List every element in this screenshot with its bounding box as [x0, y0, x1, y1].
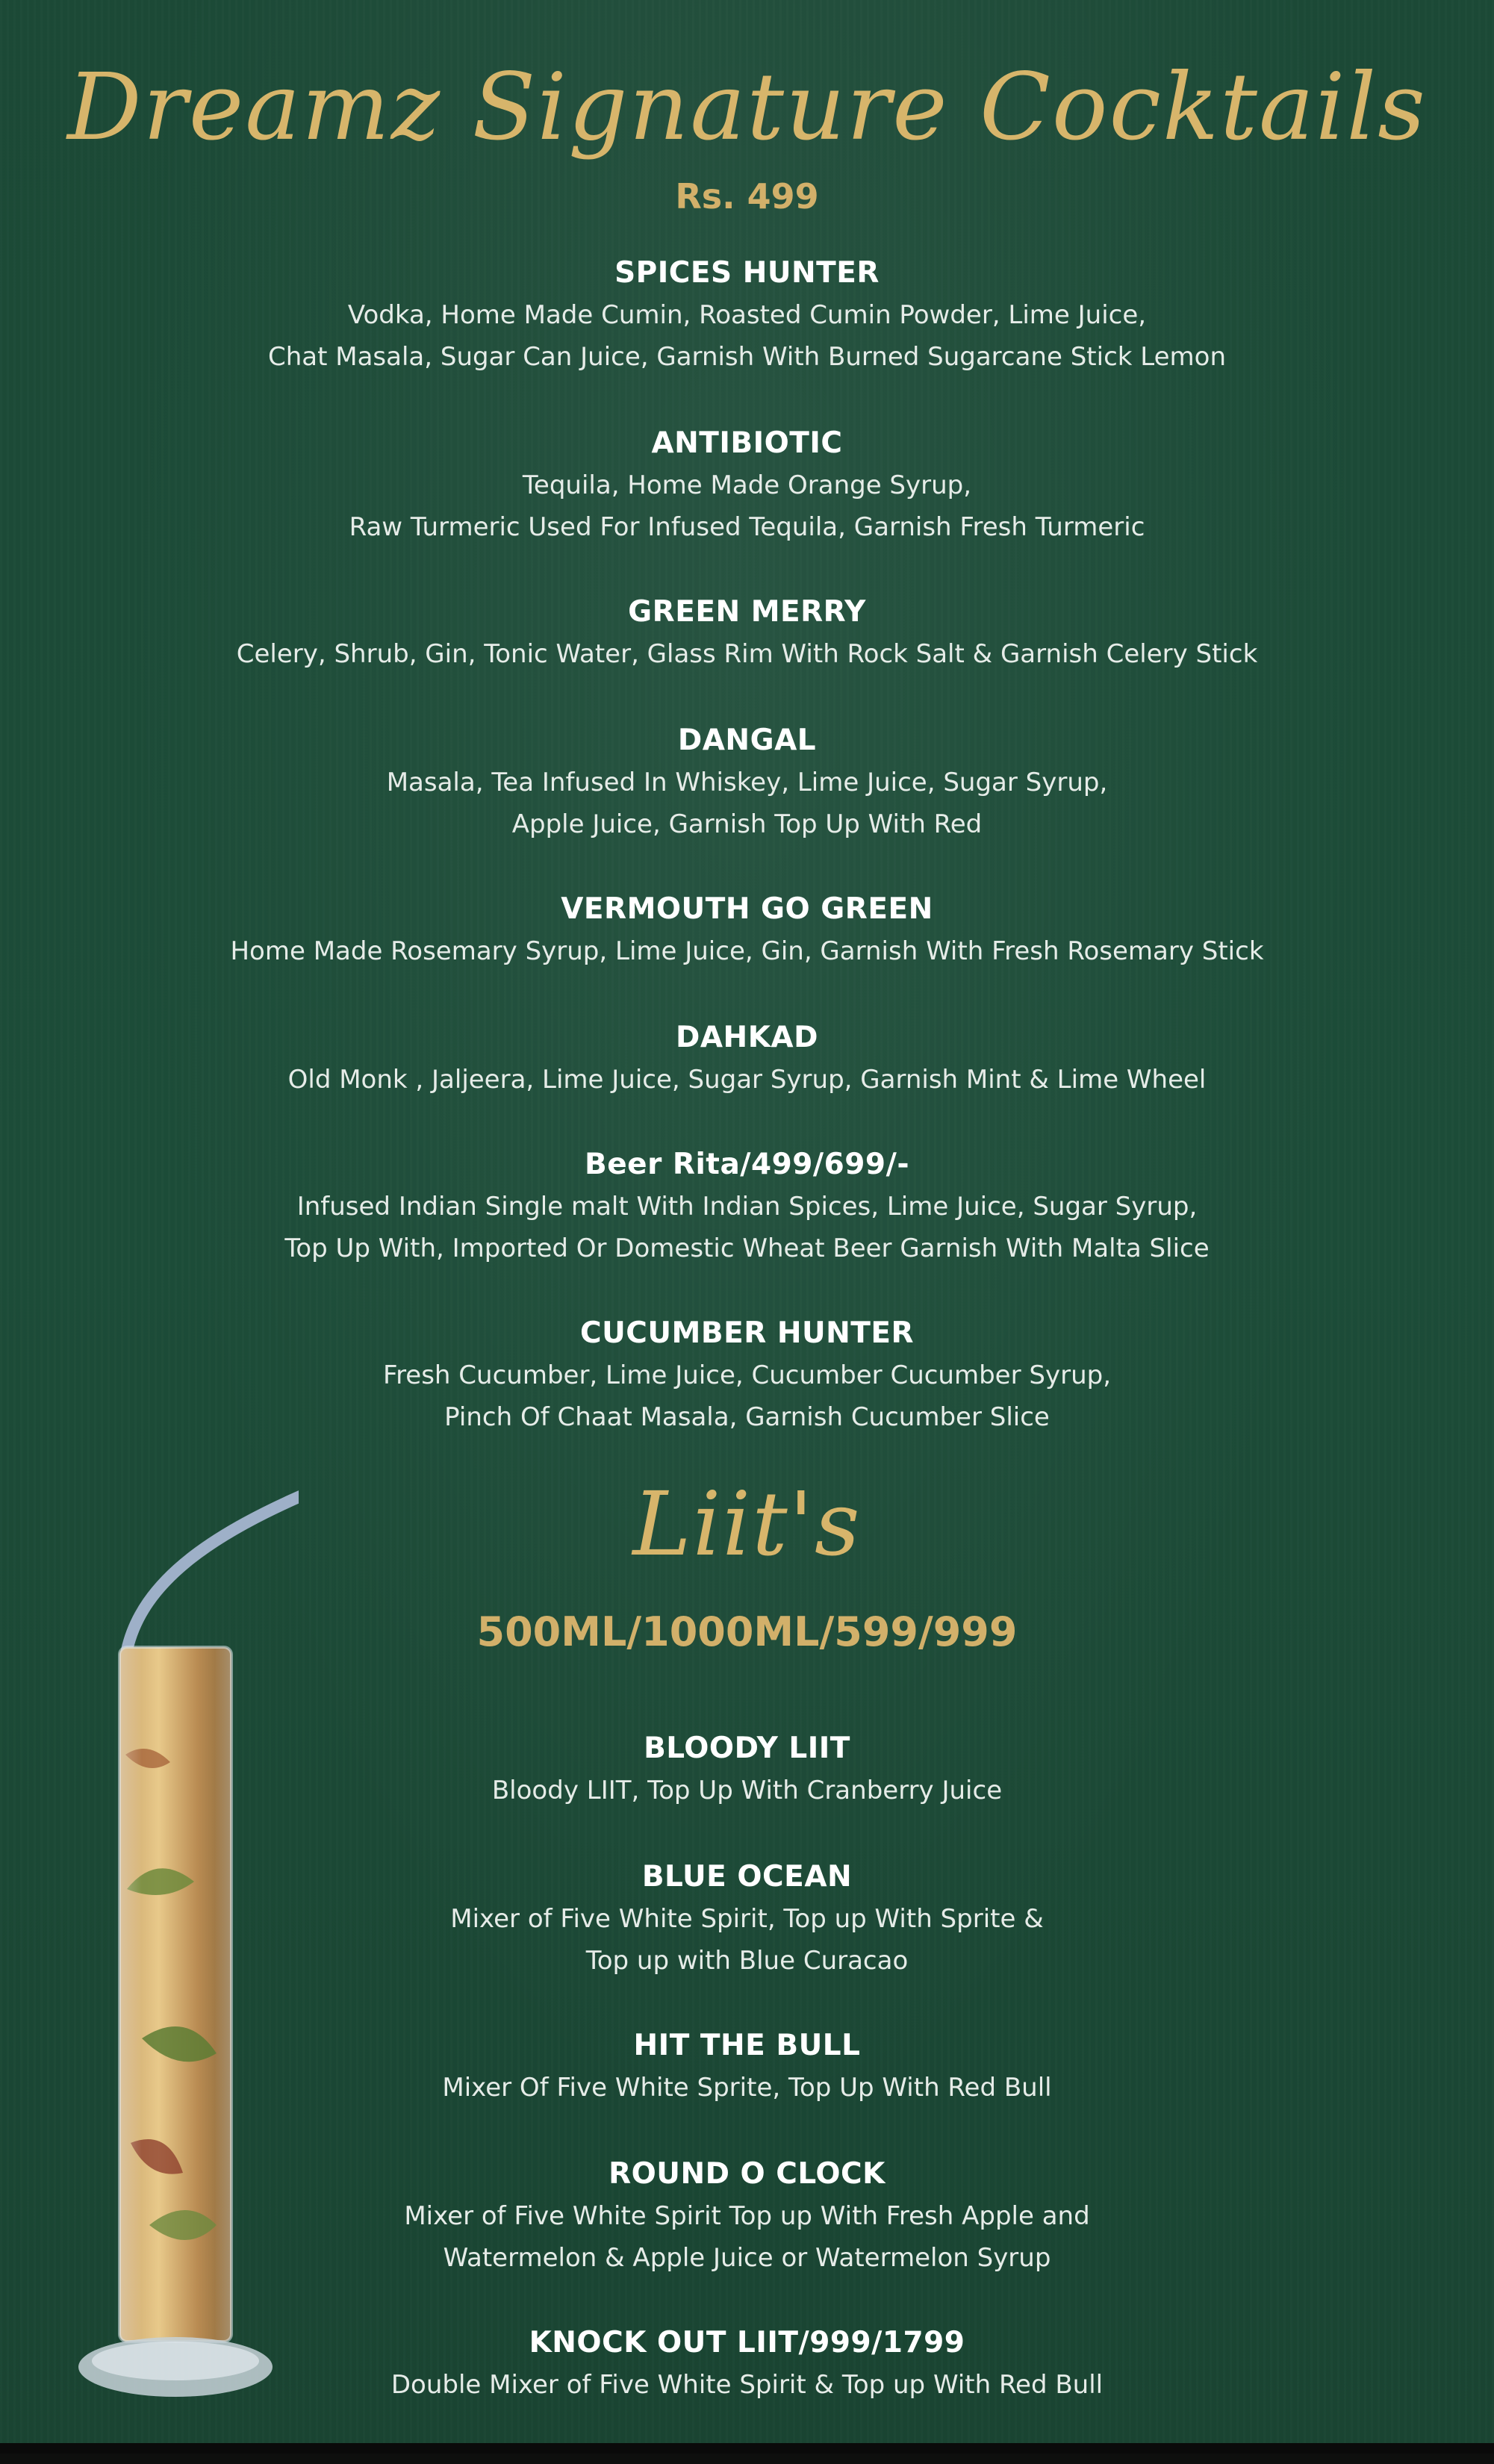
- item-name: DAHKAD: [676, 1021, 818, 1054]
- menu-item-antibiotic: [0, 423, 1494, 548]
- item-description-line: Top Up With, Imported Or Domestic Wheat Beer Garnish With Malta Slice: [284, 1233, 1210, 1263]
- item-description-line: Infused Indian Single malt With Indian Spices, Lime Juice, Sugar Syrup,: [296, 1192, 1198, 1222]
- item-description-line: Mixer of Five White Spirit, Top up With Sprite &: [450, 1904, 1044, 1934]
- menu-item-green-merry: [0, 591, 1494, 675]
- menu-item-spices-hunter: [0, 252, 1494, 378]
- item-description-line: Mixer Of Five White Sprite, Top Up With Red Bull: [442, 2073, 1052, 2103]
- item-name: VERMOUTH GO GREEN: [561, 892, 933, 926]
- menu-title: Dreamz Signature Cocktails: [67, 54, 1427, 161]
- item-description-line: Tequila, Home Made Orange Syrup,: [522, 470, 972, 500]
- item-description-line: Celery, Shrub, Gin, Tonic Water, Glass Rim With Rock Salt & Garnish Celery Stick: [236, 639, 1258, 669]
- item-description-line: Apple Juice, Garnish Top Up With Red: [511, 809, 983, 839]
- item-name: ANTIBIOTIC: [651, 426, 843, 460]
- liits-price: 500ML/1000ML/599/999: [476, 1608, 1018, 1655]
- cocktail-glass-icon: [60, 1471, 299, 2412]
- item-description-line: Bloody LIIT, Top Up With Cranberry Juice: [491, 1776, 1003, 1805]
- item-name: KNOCK OUT LIIT/999/1799: [529, 2326, 965, 2359]
- item-description-line: Double Mixer of Five White Spirit & Top up With Red Bull: [390, 2370, 1104, 2400]
- item-name: HIT THE BULL: [633, 2029, 861, 2062]
- item-name: GREEN MERRY: [628, 595, 866, 629]
- item-name: BLUE OCEAN: [641, 1860, 853, 1894]
- item-description-line: Old Monk , Jaljeera, Lime Juice, Sugar Syrup, Garnish Mint & Lime Wheel: [287, 1065, 1207, 1095]
- item-description-line: Chat Masala, Sugar Can Juice, Garnish With Burned Sugarcane Stick Lemon: [267, 342, 1226, 372]
- item-name: CUCUMBER HUNTER: [579, 1316, 915, 1350]
- menu-item-dahkad: [0, 1017, 1494, 1101]
- item-description-line: Top up with Blue Curacao: [585, 1946, 909, 1976]
- menu-item-vermouth-go-green: [0, 889, 1494, 972]
- item-description-line: Home Made Rosemary Syrup, Lime Juice, Gin, Garnish With Fresh Rosemary Stick: [230, 936, 1264, 966]
- item-description-line: Mixer of Five White Spirit Top up With Fresh Apple and: [404, 2201, 1090, 2231]
- menu-item-dangal: [0, 720, 1494, 845]
- item-name: SPICES HUNTER: [614, 256, 880, 290]
- menu-item-cucumber-hunter: [0, 1313, 1494, 1438]
- item-description-line: Raw Turmeric Used For Infused Tequila, Garnish Fresh Turmeric: [349, 512, 1145, 542]
- item-description-line: Pinch Of Chaat Masala, Garnish Cucumber Slice: [444, 1402, 1050, 1432]
- signature-price: Rs. 499: [675, 176, 819, 217]
- item-description-line: Masala, Tea Infused In Whiskey, Lime Juice, Sugar Syrup,: [386, 768, 1108, 797]
- item-description-line: Fresh Cucumber, Lime Juice, Cucumber Cucumber Syrup,: [382, 1360, 1112, 1390]
- item-name: DANGAL: [677, 724, 817, 757]
- item-description-line: Watermelon & Apple Juice or Watermelon Syrup: [443, 2243, 1051, 2273]
- menu-item-beer-rita: [0, 1144, 1494, 1269]
- item-name: BLOODY LIIT: [644, 1732, 850, 1765]
- item-name: ROUND O CLOCK: [609, 2157, 885, 2191]
- liits-section-title: Liit's: [632, 1472, 862, 1575]
- item-description-line: Vodka, Home Made Cumin, Roasted Cumin Powder, Lime Juice,: [347, 300, 1147, 330]
- item-name: Beer Rita/499/699/-: [584, 1148, 910, 1181]
